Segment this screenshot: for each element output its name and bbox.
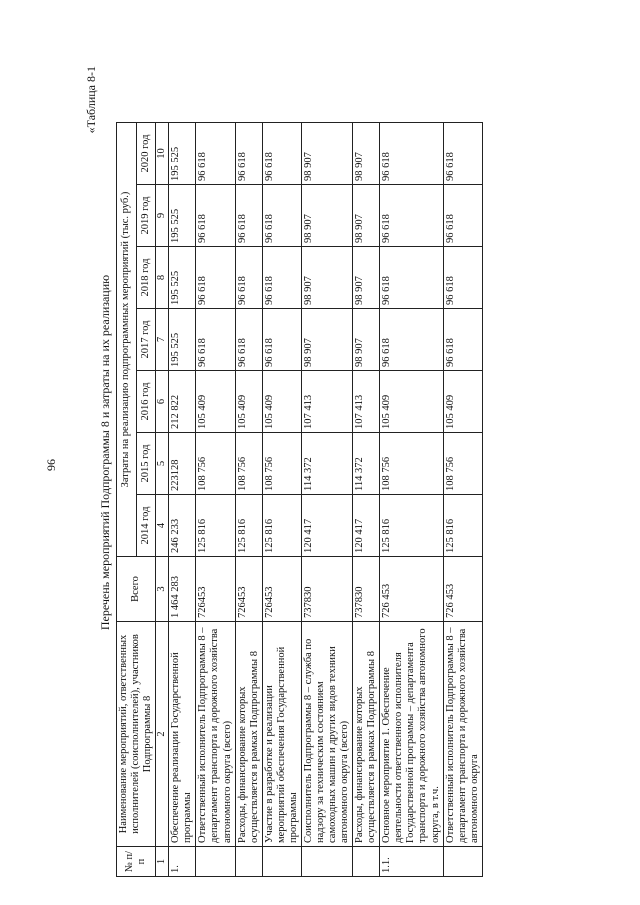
row-year-value: 96 618 <box>262 247 301 309</box>
row-total: 726453 <box>262 557 301 622</box>
header-name: Наименование мероприятий, ответственных исполнителей (соисполнителей), участников Подпрограммы 8 <box>117 622 156 847</box>
row-year-value: 107 413 <box>301 371 352 433</box>
column-number: 5 <box>156 433 169 495</box>
row-year-value: 96 618 <box>235 185 262 247</box>
table-row <box>196 123 235 877</box>
header-year: 2019 год <box>136 185 156 247</box>
row-name: Расходы, финансирование которых осуществляется в рамках Подпрограммы 8 <box>235 622 262 847</box>
row-year-value: 195 525 <box>169 247 196 309</box>
row-year-value: 98 907 <box>353 123 380 185</box>
row-year-value: 98 907 <box>301 247 352 309</box>
header-costs-group: Затраты на реализацию подпрограммных мероприятий (тыс. руб.) <box>117 123 137 557</box>
column-number: 10 <box>156 123 169 185</box>
row-year-value: 105 409 <box>380 371 443 433</box>
row-year-value: 114 372 <box>353 433 380 495</box>
row-year-value: 105 409 <box>443 371 482 433</box>
row-year-value: 96 618 <box>380 185 443 247</box>
column-number: 1 <box>156 847 169 877</box>
row-number <box>196 847 235 877</box>
row-year-value: 108 756 <box>262 433 301 495</box>
table-row <box>443 123 482 877</box>
table-body <box>169 123 483 877</box>
row-year-value: 96 618 <box>262 309 301 371</box>
header-year: 2015 год <box>136 433 156 495</box>
row-year-value: 108 756 <box>380 433 443 495</box>
row-year-value: 114 372 <box>301 433 352 495</box>
column-number: 9 <box>156 185 169 247</box>
row-number <box>353 847 380 877</box>
row-name: Основное мероприятие 1. Обеспечение деятельности ответственного исполнителя Государственной программы – департамента транспорта и дорожного хозяйства автономного округа, в т.ч. <box>380 622 443 847</box>
row-name: Соисполнитель Подпрограммы 8 – служба по надзору за техническим состоянием самоходных машин и других видов техники автономного округа (всего) <box>301 622 352 847</box>
row-year-value: 96 618 <box>196 247 235 309</box>
row-name: Участие в разработке и реализации мероприятий обеспечения Государственной программы <box>262 622 301 847</box>
row-year-value: 96 618 <box>380 309 443 371</box>
row-total: 726453 <box>196 557 235 622</box>
column-number: 6 <box>156 371 169 433</box>
row-year-value: 125 816 <box>235 495 262 557</box>
column-number: 8 <box>156 247 169 309</box>
row-year-value: 98 907 <box>301 185 352 247</box>
row-year-value: 223128 <box>169 433 196 495</box>
row-year-value: 125 816 <box>196 495 235 557</box>
table-label: «Таблица 8-1 <box>84 66 98 134</box>
row-year-value: 105 409 <box>235 371 262 433</box>
expenses-table <box>116 122 483 877</box>
row-year-value: 96 618 <box>235 309 262 371</box>
page-number: 96 <box>44 459 58 471</box>
row-year-value: 96 618 <box>196 309 235 371</box>
column-number: 3 <box>156 557 169 622</box>
row-name: Ответственный исполнитель Подпрограммы 8 – департамент транспорта и дорожного хозяйства автономного округа (всего) <box>196 622 235 847</box>
row-year-value: 120 417 <box>353 495 380 557</box>
row-year-value: 125 816 <box>443 495 482 557</box>
header-year: 2020 год <box>136 123 156 185</box>
row-total: 726 453 <box>380 557 443 622</box>
row-number <box>443 847 482 877</box>
row-number: 1.1. <box>380 847 443 877</box>
row-year-value: 98 907 <box>301 309 352 371</box>
table-row <box>235 123 262 877</box>
row-year-value: 195 525 <box>169 123 196 185</box>
row-year-value: 212 822 <box>169 371 196 433</box>
header-total: Всего <box>117 557 156 622</box>
row-number <box>235 847 262 877</box>
row-year-value: 125 816 <box>262 495 301 557</box>
table-row <box>380 123 443 877</box>
row-year-value: 246 233 <box>169 495 196 557</box>
row-year-value: 96 618 <box>235 123 262 185</box>
row-name: Расходы, финансирование которых осуществляется в рамках Подпрограммы 8 <box>353 622 380 847</box>
row-year-value: 96 618 <box>262 185 301 247</box>
row-year-value: 96 618 <box>380 123 443 185</box>
table-title: Перечень мероприятий Подпрограммы 8 и затраты на их реализацию <box>98 274 112 631</box>
row-year-value: 105 409 <box>262 371 301 433</box>
table-row <box>353 123 380 877</box>
row-year-value: 98 907 <box>301 123 352 185</box>
row-total: 726 453 <box>443 557 482 622</box>
row-year-value: 125 816 <box>380 495 443 557</box>
row-number: 1. <box>169 847 196 877</box>
column-number: 7 <box>156 309 169 371</box>
column-number-row <box>156 123 169 877</box>
header-no: № п/п <box>117 847 156 877</box>
row-year-value: 96 618 <box>443 309 482 371</box>
table-row <box>301 123 352 877</box>
table-row <box>262 123 301 877</box>
row-year-value: 120 417 <box>301 495 352 557</box>
row-name: Обеспечение реализации Государственной программы <box>169 622 196 847</box>
row-year-value: 108 756 <box>196 433 235 495</box>
header-year: 2016 год <box>136 371 156 433</box>
row-year-value: 98 907 <box>353 309 380 371</box>
row-year-value: 96 618 <box>443 123 482 185</box>
row-year-value: 108 756 <box>235 433 262 495</box>
row-year-value: 96 618 <box>235 247 262 309</box>
row-year-value: 105 409 <box>196 371 235 433</box>
row-total: 737830 <box>301 557 352 622</box>
header-year: 2018 год <box>136 247 156 309</box>
row-number <box>301 847 352 877</box>
column-number: 2 <box>156 622 169 847</box>
column-number: 4 <box>156 495 169 557</box>
row-year-value: 98 907 <box>353 185 380 247</box>
row-year-value: 108 756 <box>443 433 482 495</box>
row-year-value: 195 525 <box>169 185 196 247</box>
row-year-value: 96 618 <box>443 247 482 309</box>
row-year-value: 98 907 <box>353 247 380 309</box>
row-year-value: 96 618 <box>443 185 482 247</box>
row-year-value: 96 618 <box>196 123 235 185</box>
row-total: 1 464 283 <box>169 557 196 622</box>
row-year-value: 96 618 <box>262 123 301 185</box>
row-total: 737830 <box>353 557 380 622</box>
row-year-value: 96 618 <box>380 247 443 309</box>
row-year-value: 195 525 <box>169 309 196 371</box>
row-number <box>262 847 301 877</box>
header-year: 2014 год <box>136 495 156 557</box>
row-year-value: 96 618 <box>196 185 235 247</box>
table-row <box>169 123 196 877</box>
row-year-value: 107 413 <box>353 371 380 433</box>
row-total: 726453 <box>235 557 262 622</box>
header-year: 2017 год <box>136 309 156 371</box>
row-name: Ответственный исполнитель Подпрограммы 8 – департамент транспорта и дорожного хозяйства автономного округа <box>443 622 482 847</box>
